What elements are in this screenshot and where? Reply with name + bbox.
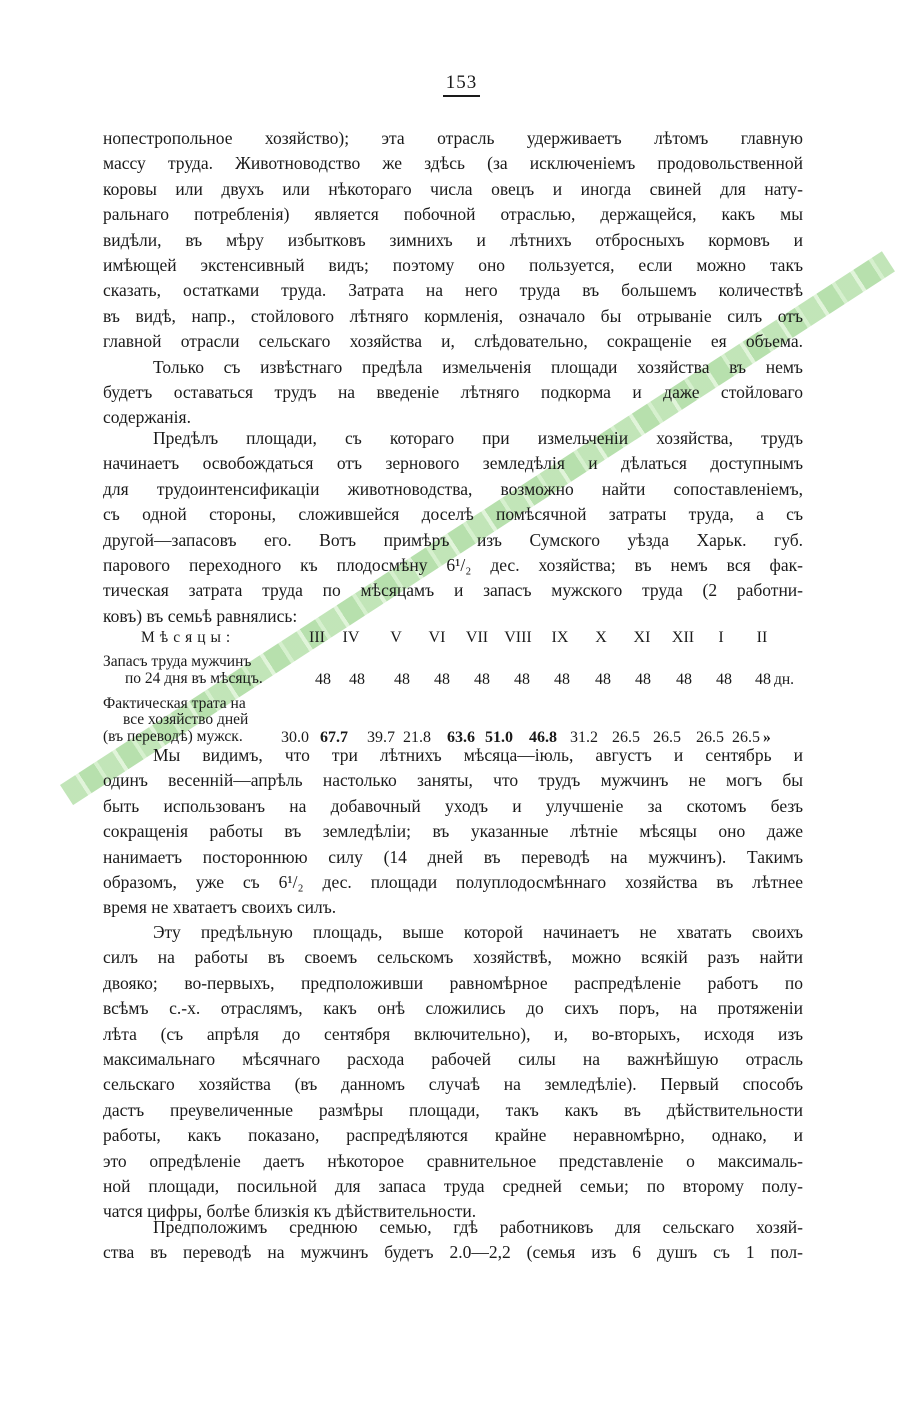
reserve-cell: 48 — [474, 671, 490, 688]
actual-unit: » — [763, 729, 771, 746]
text-line: ства въ переводѣ на мужчинъ будетъ 2.0—2,2 (семья изъ 6 душъ съ 1 пол- — [103, 1242, 803, 1263]
text-line: быть использованъ на добавочный уходъ и улучшеніе за скотомъ безъ — [103, 795, 803, 816]
paragraph-5 — [103, 1215, 803, 1266]
text-line: коровы или двухъ или нѣкотораго числа овецъ и иногда свиней для нату- — [103, 178, 803, 199]
reserve-cell: 48 — [514, 671, 530, 688]
text-line: Мы видимъ, что три лѣтнихъ мѣсяца—іюль, августъ и сентябрь и — [153, 745, 803, 765]
text-line: массу труда. Животноводство же здѣсь (за исключеніемъ продовольственной — [103, 153, 803, 174]
actual-cell: 21.8 — [403, 729, 431, 746]
month-cell: VI — [428, 629, 446, 646]
text-line: въ видѣ, напр., стойлового лѣтняго кормленія, означало бы отрываніе силъ отъ — [103, 305, 803, 326]
text-line: содержанія. — [103, 407, 191, 428]
months-label: Мѣсяцы: — [141, 629, 236, 646]
text-line: начинаетъ освобождаться отъ зернового земледѣлія и дѣлаться доступнымъ — [103, 453, 803, 474]
reserve-label-line: по 24 дня въ мѣсяцъ. — [125, 670, 263, 687]
actual-cell: 51.0 — [485, 729, 513, 746]
reserve-cell: 48 — [315, 671, 331, 688]
text-line: Предположимъ среднюю семью, гдѣ работниковъ для сельскаго хозяй- — [153, 1217, 803, 1237]
paragraph-1 — [103, 126, 803, 431]
reserve-cell: 48 — [635, 671, 651, 688]
text-line: съ одной стороны, сложившейся доселѣ помѣсячной затраты труда, а съ — [103, 504, 803, 525]
reserve-cell: 48 — [716, 671, 732, 688]
actual-cell: 63.6 — [447, 729, 475, 746]
reserve-cell: 48 — [676, 671, 692, 688]
text-line: сокращенія работы въ земледѣліи; въ указанные лѣтніе мѣсяцы оно даже — [103, 821, 803, 842]
text-line: силъ на работы въ своемъ сельскомъ хозяйствѣ, можно всякій разъ найти — [103, 947, 803, 968]
actual-label-line: Фактическая трата на — [103, 695, 246, 712]
actual-cell: 39.7 — [367, 729, 395, 746]
month-cell: IX — [551, 629, 569, 646]
reserve-cell: 48 — [434, 671, 450, 688]
paragraph-3 — [103, 743, 803, 921]
month-cell: II — [756, 629, 768, 646]
text-line: парового переходного къ плодосмѣну 6¹/₂ дес. хозяйства; въ немъ вся фак- — [103, 554, 803, 575]
text-line: ральнаго потребленія) является побочной отраслью, держащейся, какъ мы — [103, 204, 803, 225]
text-line: главной отрасли сельскаго хозяйства и, слѣдовательно, сокращеніе ея объема. — [103, 331, 803, 352]
text-line: видѣли, въ мѣру избытковъ зимнихъ и лѣтнихъ отбросныхъ кормовъ и — [103, 229, 803, 250]
month-cell: X — [595, 629, 607, 646]
actual-cell: 26.5 — [732, 729, 760, 746]
text-line: другой—запасовъ его. Вотъ примѣръ изъ Сумского уѣзда Харьк. губ. — [103, 529, 803, 550]
actual-cell: 46.8 — [529, 729, 557, 746]
reserve-label-line: Запасъ труда мужчинъ — [103, 653, 252, 670]
text-line: для трудоинтенсификаціи животноводства, возможно найти сопоставленіемъ, — [103, 478, 803, 499]
text-line: имѣющей экстенсивный видъ; поэтому оно пользуется, если можно такъ — [103, 254, 803, 275]
text-line: одинъ весенній—апрѣль настолько заняты, что трудъ мужчинъ не могъ бы — [103, 770, 803, 791]
actual-cell: 30.0 — [281, 729, 309, 746]
reserve-row — [103, 650, 803, 690]
month-cell: I — [718, 629, 724, 646]
text-line: будетъ оставаться трудъ на введеніе лѣтняго подкорма и даже стойловаго — [103, 381, 803, 402]
month-cell: XII — [671, 629, 695, 646]
reserve-unit: дн. — [774, 671, 795, 688]
text-line: Только съ извѣстнаго предѣла измельченія площади хозяйства въ немъ — [153, 356, 803, 377]
text-line: сельскаго хозяйства (въ данномъ случаѣ на земледѣліе). Первый способъ — [103, 1074, 803, 1095]
reserve-cell: 48 — [554, 671, 570, 688]
text-line: дастъ преувеличенные размѣры площади, такъ какъ въ дѣйствительности — [103, 1099, 803, 1120]
text-line: двояко; во-первыхъ, предположивши равномѣрное распредѣленіе работъ по — [103, 972, 803, 993]
actual-label-line: (въ переводѣ) мужск. — [103, 728, 243, 745]
text-line: нанимаетъ постороннюю силу (14 дней въ переводѣ на мужчинъ). Такимъ — [103, 846, 803, 867]
actual-label-line: все хозяйство дней — [123, 711, 249, 728]
text-line: ковъ) въ семьѣ равнялись: — [103, 605, 298, 626]
text-line: нопестропольное хозяйство); эта отрасль удерживаетъ лѣтомъ главную — [103, 128, 803, 148]
actual-cell: 26.5 — [612, 729, 640, 746]
month-cell: III — [309, 629, 325, 646]
text-line: это опредѣленіе даетъ нѣкоторое сравнительное представленіе о максималь- — [103, 1150, 803, 1171]
actual-cell: 26.5 — [653, 729, 681, 746]
month-cell: XI — [633, 629, 651, 646]
actual-cell: 26.5 — [696, 729, 724, 746]
month-cell: VIII — [504, 629, 532, 646]
text-line: образомъ, уже съ 6¹/₂ дес. площади полуплодосмѣннаго хозяйства въ лѣтнее — [103, 871, 803, 892]
actual-row — [103, 690, 803, 746]
months-row — [103, 626, 803, 650]
text-line: Предѣлъ площади, съ котораго при измельченіи хозяйства, трудъ — [153, 428, 803, 448]
reserve-cell: 48 — [394, 671, 410, 688]
month-cell: VII — [465, 629, 489, 646]
text-line: максимальнаго мѣсячнаго расхода рабочей силы на важнѣйшую отрасль — [103, 1048, 803, 1069]
paragraph-4 — [103, 920, 803, 1225]
text-line: Эту предѣльную площадь, выше которой начинаетъ не хватать своихъ — [153, 922, 803, 942]
text-line: ной площади, посильной для запаса труда средней семьи; по второму полу- — [103, 1175, 803, 1196]
text-line: работы, какъ показано, распредѣляются крайне неравномѣрно, однако, и — [103, 1125, 803, 1146]
text-line: время не хватаетъ своихъ силъ. — [103, 897, 337, 918]
page-number: 153 — [0, 72, 923, 94]
text-line: всѣмъ с.-х. отраслямъ, какъ онѣ сложились до сихъ поръ, на протяженіи — [103, 998, 803, 1019]
text-line: сказать, остатками труда. Затрата на него труда въ большемъ количествѣ — [103, 280, 803, 301]
text-line: тическая затрата труда по мѣсяцамъ и запасъ мужского труда (2 работни- — [103, 580, 803, 601]
reserve-cell: 48 — [595, 671, 611, 688]
paragraph-2 — [103, 426, 803, 629]
reserve-cell: 48 — [349, 671, 365, 688]
month-cell: IV — [342, 629, 360, 646]
labor-table — [103, 626, 803, 746]
month-cell: V — [390, 629, 402, 646]
actual-cell: 31.2 — [570, 729, 598, 746]
text-line: чатся цифры, болѣе близкія къ дѣйствительности. — [103, 1201, 477, 1222]
actual-cell: 67.7 — [320, 729, 348, 746]
reserve-cell: 48 — [755, 671, 771, 688]
text-line: лѣта (съ апрѣля до сентября включительно), и, во-вторыхъ, исходя изъ — [103, 1023, 803, 1044]
